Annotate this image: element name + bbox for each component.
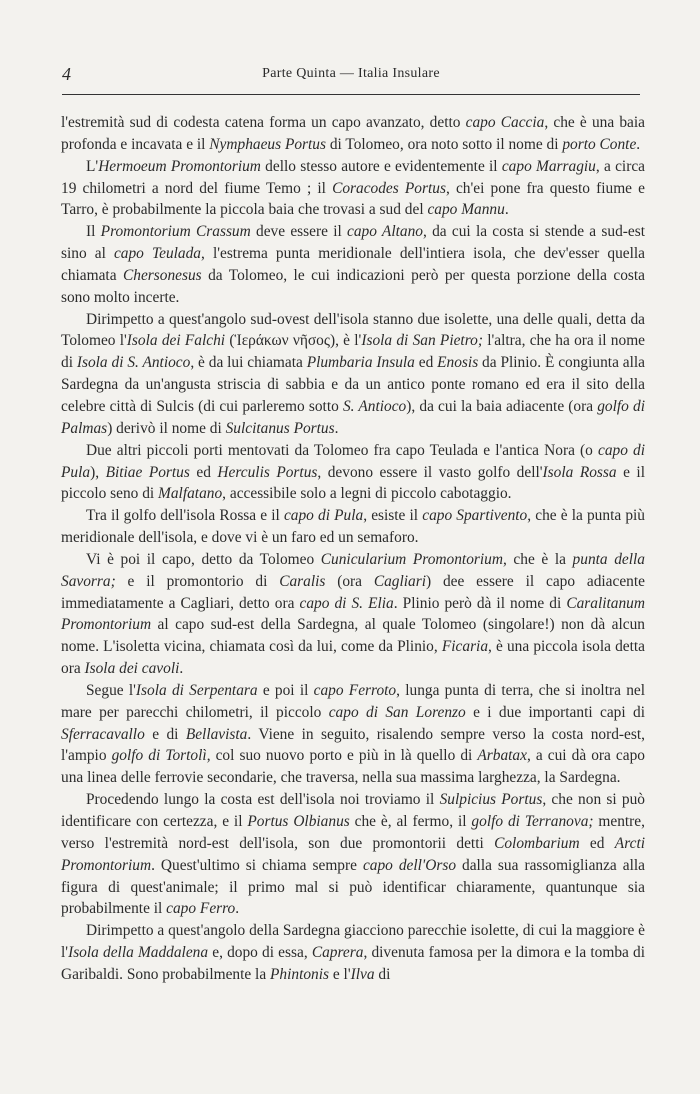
text-run: , l'estrema punta meridionale dell'intiera isola, che dev'esser quella chiamata bbox=[61, 245, 645, 284]
text-run: ed bbox=[414, 354, 438, 372]
text-run: di Tolomeo, ora noto sotto il nome di bbox=[326, 135, 563, 153]
text-run: , a cui dà ora capo una linea delle ferrovie secondarie, che traversa, nella sua massima larghezza, la Sardegna. bbox=[61, 747, 645, 787]
italic-term: capo dell'Orso bbox=[362, 856, 457, 874]
text-run: Tra il golfo dell'isola Rossa e il bbox=[86, 507, 284, 525]
italic-term: punta della Savorra; bbox=[61, 550, 645, 590]
italic-term: Caralitanum Promontorium bbox=[61, 594, 645, 634]
text-run: che è, al fermo, il bbox=[349, 813, 472, 830]
italic-term: capo di S. Elia bbox=[299, 594, 394, 612]
text-run: Dirimpetto a quest'angolo sud-ovest dell'isola stanno due isolette, una delle quali, detta da Tolomeo l' bbox=[61, 310, 645, 350]
text-run: e il piccolo seno di bbox=[61, 463, 645, 503]
italic-term: Herculis Portus bbox=[217, 463, 318, 481]
text-run: dello stesso autore e evidentemente il bbox=[260, 157, 502, 175]
text-run: deve essere il bbox=[250, 223, 348, 241]
text-run: . bbox=[504, 201, 509, 219]
text-run: ed bbox=[189, 463, 218, 481]
italic-term: Arbatax bbox=[477, 747, 527, 765]
italic-term: capo di Pula bbox=[61, 441, 645, 481]
italic-term: Bitiae Portus bbox=[105, 463, 190, 481]
italic-term: capo Ferro bbox=[166, 900, 236, 918]
text-run: . bbox=[334, 419, 339, 437]
italic-term: golfo di Tortolì bbox=[111, 747, 207, 765]
text-run: Due altri piccoli porti mentovati da Tolomeo fra capo Teulada e l'antica Nora (o bbox=[86, 441, 598, 459]
text-run: di bbox=[374, 965, 391, 983]
paragraph bbox=[61, 112, 645, 156]
text-run: , che è una baia profonda e incavata e il bbox=[61, 114, 645, 153]
text-run: e il promontorio di bbox=[115, 572, 280, 590]
text-run: mentre, verso l'estremità nord-est dell'isola, son due promontorii detti bbox=[61, 813, 645, 852]
text-run: Dirimpetto a quest'angolo della Sardegna giacciono parecchie isolette, di cui la maggiore è l' bbox=[61, 922, 645, 962]
italic-term: Promontorium Crassum bbox=[100, 223, 251, 241]
text-run: e di bbox=[144, 725, 186, 743]
text-run: , divenuta famosa per la dimora e la tomba di Garibaldi. Sono probabilmente la bbox=[61, 944, 645, 983]
text-run: al capo sud-est della Sardegna, al quale Tolomeo (singolare!) non dà alcun nome. L'isoletta vicina, chiamata così da lui, come da Plinio, bbox=[61, 616, 645, 656]
text-run: , lunga punta di terra, che si inoltra nel mare per parecchi chilometri, il piccolo bbox=[61, 681, 645, 721]
italic-term: Ilva bbox=[350, 965, 375, 983]
running-title: Parte Quinta — Italia Insulare bbox=[262, 66, 440, 81]
italic-term: capo Ferroto bbox=[313, 681, 397, 699]
text-run: . bbox=[235, 900, 240, 918]
text-run: . bbox=[636, 135, 641, 153]
text-run: e l' bbox=[329, 965, 351, 983]
italic-term: Ficaria bbox=[441, 638, 489, 656]
italic-term: Caprera bbox=[311, 944, 364, 962]
text-run: , che è la punta più meridionale dell'isola, e dove vi è un faro ed un semaforo. bbox=[61, 507, 645, 547]
italic-term: porto Conte bbox=[562, 135, 637, 153]
paragraph bbox=[61, 920, 645, 986]
italic-term: Cagliari bbox=[373, 572, 427, 590]
italic-term: Plumbaria Insula bbox=[306, 354, 415, 372]
italic-term: Enosis bbox=[437, 354, 479, 372]
page-number: 4 bbox=[62, 64, 71, 84]
italic-term: Caralis bbox=[279, 572, 326, 590]
text-run: ) derivò il nome di bbox=[107, 419, 226, 437]
italic-term: capo Spartivento bbox=[422, 507, 528, 525]
italic-term: Isola di S. Antioco bbox=[76, 354, 191, 372]
italic-term: Sferracavallo bbox=[61, 725, 145, 743]
text-run: , accessibile solo a legni di piccolo cabotaggio. bbox=[222, 485, 512, 503]
text-run: l'estremità sud di codesta catena forma un capo avanzato, detto bbox=[61, 114, 466, 131]
body-text bbox=[61, 112, 645, 986]
text-run: , ch'ei pone fra questo fiume e Tarro, è probabilmente la piccola baia che trovasi a sud del bbox=[61, 179, 645, 219]
italic-term: Cunicularium Promontorium bbox=[320, 550, 503, 568]
italic-term: capo Marragiu bbox=[501, 157, 596, 175]
paragraph bbox=[61, 789, 645, 920]
text-run: e i due importanti capi di bbox=[465, 703, 645, 721]
italic-term: Chersonesus bbox=[122, 266, 202, 284]
text-run: , devono essere il vasto golfo dell' bbox=[317, 463, 543, 481]
paragraph bbox=[61, 505, 645, 549]
text-run: , a circa 19 chilometri a nord del fiume Temo ; il bbox=[61, 157, 645, 197]
text-run: , esiste il bbox=[363, 507, 423, 525]
italic-term: capo Mannu bbox=[427, 201, 505, 219]
text-run: e, dopo di essa, bbox=[208, 944, 312, 962]
header-rule bbox=[62, 94, 640, 95]
paragraph bbox=[61, 680, 645, 789]
italic-term: S. Antioco bbox=[342, 397, 407, 415]
text-run: Procedendo lungo la costa est dell'isola noi troviamo il bbox=[86, 791, 440, 809]
text-run: Il bbox=[86, 223, 101, 241]
text-run: . bbox=[179, 660, 184, 678]
italic-term: Malfatano bbox=[158, 485, 223, 503]
italic-term: Nymphaeus Portus bbox=[209, 135, 326, 153]
text-run: , che non si può identificare con certezza, e il bbox=[61, 791, 646, 830]
italic-term: Isola dei cavoli bbox=[84, 660, 180, 678]
italic-term: capo Caccia bbox=[465, 114, 545, 131]
paragraph bbox=[61, 549, 645, 680]
italic-term: Coracodes Portus bbox=[332, 179, 446, 197]
text-run: (ora bbox=[325, 572, 374, 590]
text-run: , è da lui chiamata bbox=[190, 354, 307, 372]
italic-term: Isola della Maddalena bbox=[68, 944, 209, 962]
italic-term: capo Teulada bbox=[113, 245, 201, 263]
text-run: da Tolomeo, le cui indicazioni però per questa porzione della costa sono molto incerte. bbox=[61, 266, 645, 306]
italic-term: Arcti Promontorium bbox=[61, 834, 645, 874]
italic-term: capo Altano bbox=[347, 223, 423, 241]
italic-term: golfo di Palmas bbox=[61, 397, 645, 437]
italic-term: Bellavista bbox=[185, 725, 248, 743]
italic-term: capo di San Lorenzo bbox=[328, 703, 466, 721]
text-run: l'altra, che ha ora il nome di bbox=[61, 332, 645, 372]
text-run: . Plinio però dà il nome di bbox=[393, 594, 567, 612]
italic-term: Phintonis bbox=[270, 965, 330, 983]
text-run: ) dee essere il capo adiacente immediatamente a Cagliari, detto ora bbox=[61, 572, 645, 612]
text-run: , è una piccola isola detta ora bbox=[61, 638, 645, 678]
text-run: ed bbox=[579, 834, 615, 852]
text-run: e poi il bbox=[257, 681, 314, 699]
italic-term: Isola Rossa bbox=[542, 463, 617, 481]
text-run: L' bbox=[86, 157, 99, 175]
italic-term: Sulcitanus Portus bbox=[225, 419, 335, 437]
text-run: dalla sua rassomiglianza alla figura di quest'animale; il primo mal si può identificar chiaramente, quantunque sia probabilmente il bbox=[61, 856, 645, 918]
text-run: Segue l' bbox=[86, 681, 136, 699]
text-run: (Ἱεράκων νῆσος), è l' bbox=[225, 332, 362, 350]
text-run: ), bbox=[90, 463, 106, 481]
italic-term: Portus Olbianus bbox=[247, 813, 350, 830]
italic-term: Isola di Serpentara bbox=[135, 681, 258, 699]
italic-term: Colombarium bbox=[494, 834, 580, 852]
italic-term: Sulpicius Portus bbox=[439, 791, 543, 809]
paragraph bbox=[61, 156, 645, 222]
text-run: Vi è poi il capo, detto da Tolomeo bbox=[86, 550, 321, 568]
paragraph bbox=[61, 309, 645, 440]
text-run: ), da cui la baia adiacente (ora bbox=[406, 397, 598, 415]
text-run: , col suo nuovo porto e più in là quello di bbox=[206, 747, 478, 765]
italic-term: capo di Pula bbox=[283, 507, 364, 525]
paragraph bbox=[61, 440, 645, 506]
italic-term: Isola dei Falchi bbox=[126, 332, 226, 350]
text-run: . Quest'ultimo si chiama sempre bbox=[151, 856, 363, 874]
paragraph bbox=[61, 221, 645, 308]
page-header bbox=[62, 62, 640, 86]
italic-term: Hermoeum Promontorium bbox=[98, 157, 261, 175]
italic-term: golfo di Terranova; bbox=[471, 813, 594, 830]
text-run: , da cui la costa si stende a sud-est sino al bbox=[61, 223, 646, 263]
text-run: . Viene in seguito, risalendo sempre verso la costa nord-est, l'ampio bbox=[61, 725, 645, 765]
text-run: da Plinio. È congiunta alla Sardegna da un'angusta striscia di sabbia e da un antico ponte romano ed era il sito della celebre città di Sulcis (di cui parleremo sotto bbox=[61, 354, 645, 415]
text-run: , che è la bbox=[502, 550, 573, 568]
italic-term: Isola di San Pietro; bbox=[361, 332, 483, 350]
